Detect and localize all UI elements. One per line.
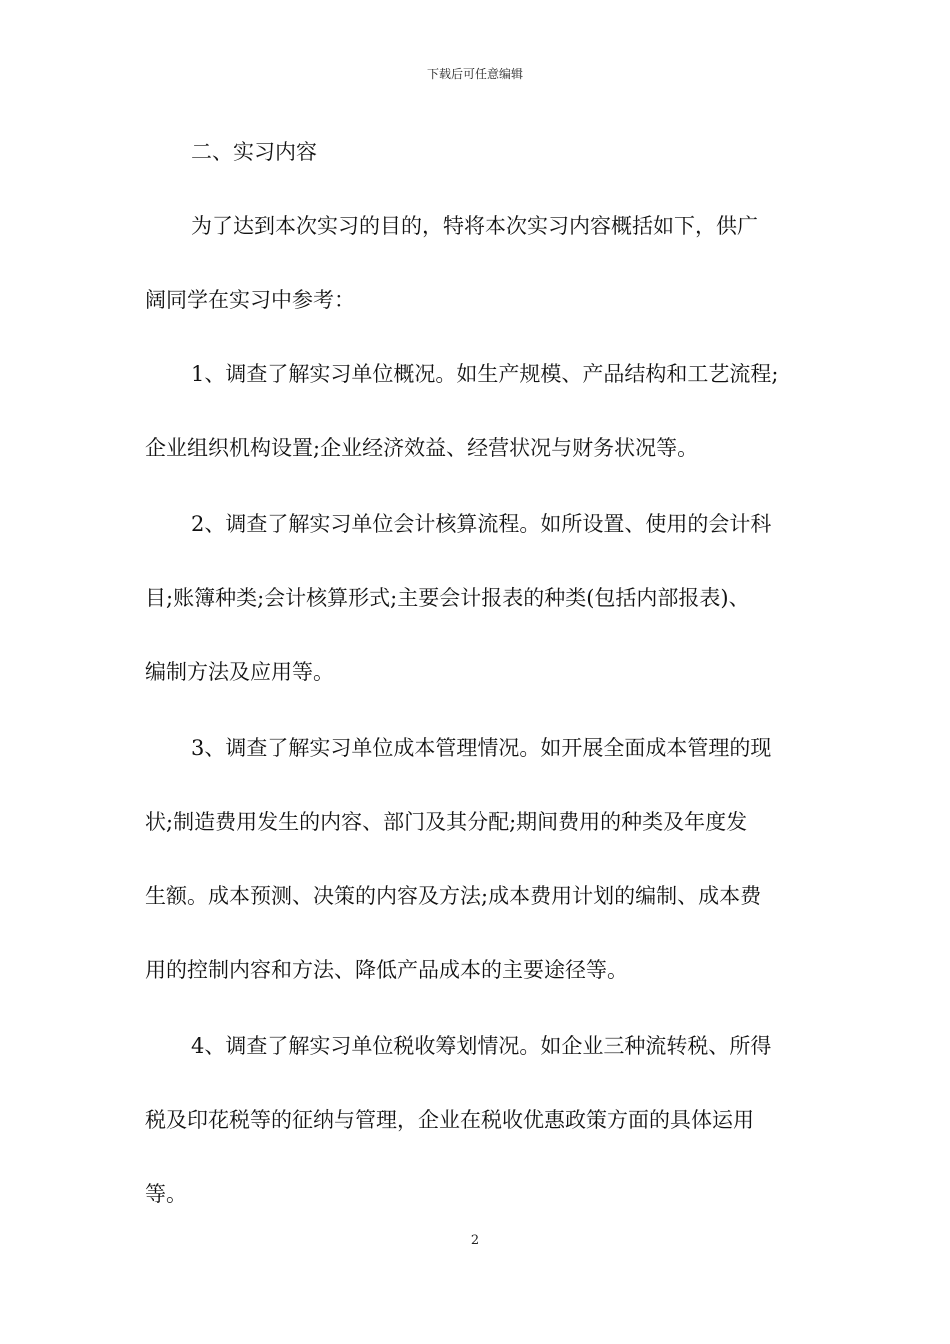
item-3-line-1: 3、调查了解实习单位成本管理情况。如开展全面成本管理的现 (191, 736, 772, 760)
item-2-line-3: 编制方法及应用等。 (145, 660, 334, 684)
item-4-line-3: 等。 (145, 1182, 187, 1206)
item-2-line-1: 2、调查了解实习单位会计核算流程。如所设置、使用的会计科 (191, 512, 772, 536)
item-2-line-2: 目;账簿种类;会计核算形式;主要会计报表的种类(包括内部报表)、 (145, 586, 750, 610)
intro-line-1: 为了达到本次实习的目的，特将本次实习内容概括如下，供广 (191, 214, 758, 238)
item-3-line-3: 生额。成本预测、决策的内容及方法;成本费用计划的编制、成本费 (145, 884, 762, 908)
item-4-line-2: 税及印花税等的征纳与管理，企业在税收优惠政策方面的具体运用 (145, 1108, 754, 1132)
page-header: 下载后可任意编辑 (426, 67, 523, 81)
item-1-line-1: 1、调查了解实习单位概况。如生产规模、产品结构和工艺流程; (191, 362, 779, 386)
item-3-line-4: 用的控制内容和方法、降低产品成本的主要途径等。 (145, 958, 628, 982)
section-heading: 二、实习内容 (191, 140, 317, 164)
intro-line-2: 阔同学在实习中参考： (145, 288, 355, 312)
item-1-line-2: 企业组织机构设置;企业经济效益、经营状况与财务状况等。 (145, 436, 699, 460)
item-4-line-1: 4、调查了解实习单位税收筹划情况。如企业三种流转税、所得 (191, 1034, 772, 1058)
page-number: 2 (470, 1233, 480, 1248)
item-3-line-2: 状;制造费用发生的内容、部门及其分配;期间费用的种类及年度发 (145, 810, 748, 834)
